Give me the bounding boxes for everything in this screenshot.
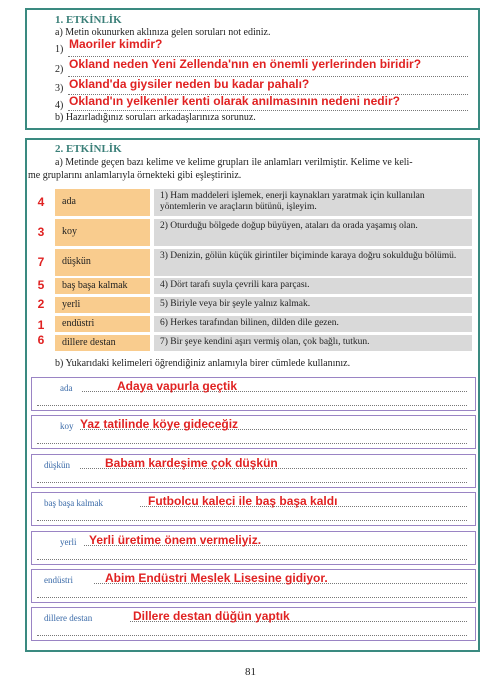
sentence-box-7 [31,607,476,641]
question-4-number: 4) [55,100,64,111]
sentence-box-2 [31,415,476,449]
sentence-word: ada [60,383,73,393]
sentence-answer: Adaya vapurla geçtik [117,379,238,393]
sentence-word: baş başa kalmak [44,498,103,508]
sentence-line-2 [37,482,467,483]
question-4-answer: Okland'ın yelkenler kenti olarak anılmasının nedeni nedir? [69,94,400,108]
definition-6: 6) Herkes tarafından bilinen, dilden dile gezen. [160,318,339,328]
definition-7: 7) Bir şeye kendini aşırı vermiş olan, çok bağlı, tutkun. [160,337,370,347]
sentence-box-4 [31,492,476,526]
activity-1-title: 1. ETKİNLİK [55,14,122,26]
sentence-word: endüstri [44,575,73,585]
sentence-line-2 [37,520,467,521]
answer-badge-2: 3 [33,224,49,240]
sentence-line-2 [37,405,467,406]
sentence-line-2 [37,559,467,560]
activity-2-instruction-b: b) Yukarıdaki kelimeleri öğrendiğiniz anlamıyla birer cümlede kullanınız. [55,358,351,369]
definition-1: 1) Ham maddeleri işlemek, enerji kaynakları yaratmak için kullanılan yöntemlerin ve araçların bütünü, işleyim. [160,191,425,212]
answer-badge-6: 1 [33,317,49,333]
word-6: endüstri [62,318,95,329]
word-7: dillere destan [62,337,116,348]
word-4: baş başa kalmak [62,280,128,291]
question-3-number: 3) [55,83,64,94]
sentence-line-2 [37,443,467,444]
sentence-answer: Babam kardeşime çok düşkün [105,456,278,470]
sentence-word: dillere destan [44,613,93,623]
sentence-word: yerli [60,537,77,547]
sentence-word: koy [60,421,74,431]
sentence-answer: Yaz tatilinde köye gideceğiz [80,417,239,431]
answer-badge-1: 4 [33,194,49,210]
question-2-number: 2) [55,64,64,75]
answer-badge-7: 6 [33,332,49,348]
definition-2: 2) Oturduğu bölgede doğup büyüyen, ataları da orada yaşamış olan. [160,221,418,231]
sentence-box-6 [31,569,476,603]
question-1-number: 1) [55,44,64,55]
sentence-answer: Abim Endüstri Meslek Lisesine gidiyor. [105,571,328,585]
question-2-answer: Okland neden Yeni Zellenda'nın en önemli yerlerinden biridir? [69,57,422,71]
activity-1-instruction-a: a) Metin okunurken aklınıza gelen soruları not ediniz. [55,27,271,38]
sentence-answer: Yerli üretime önem vermeliyiz. [89,533,262,547]
activity-1-instruction-b: b) Hazırladığınız soruları arkadaşlarınıza sorunuz. [55,112,256,123]
page-number: 81 [245,666,256,678]
sentence-box-1 [31,377,476,411]
word-3: düşkün [62,256,91,267]
sentence-box-5 [31,531,476,565]
sentence-answer: Dillere destan düğün yaptık [133,609,290,623]
definition-3: 3) Denizin, gölün küçük girintiler biçiminde karaya doğru sokulduğu bölümü. [160,251,457,261]
definition-4: 4) Dört tarafı suyla çevrili kara parçası. [160,280,310,290]
question-4-line [68,110,468,111]
definition-5: 5) Biriyle veya bir şeyle yalnız kalmak. [160,299,311,309]
sentence-answer: Futbolcu kaleci ile baş başa kaldı [148,494,338,508]
sentence-line-2 [37,635,467,636]
sentence-line-2 [37,597,467,598]
answer-badge-5: 2 [33,296,49,312]
word-5: yerli [62,299,81,310]
question-1-answer: Maoriler kimdir? [69,37,163,51]
activity-2-title: 2. ETKİNLİK [55,143,122,155]
sentence-word: düşkün [44,460,71,470]
answer-badge-3: 7 [33,254,49,270]
answer-badge-4: 5 [33,277,49,293]
activity-2-instruction-a-line1: a) Metinde geçen bazı kelime ve kelime grupları ile anlamları verilmiştir. Kelime ve keli- [55,157,413,168]
question-3-answer: Okland'da giysiler neden bu kadar pahalı? [69,77,310,91]
word-2: koy [62,226,77,237]
activity-2-instruction-a-line2: me gruplarını anlamlarıyla örnekteki gibi eşleştiriniz. [28,170,242,181]
sentence-box-3 [31,454,476,488]
word-1: ada [62,196,76,207]
